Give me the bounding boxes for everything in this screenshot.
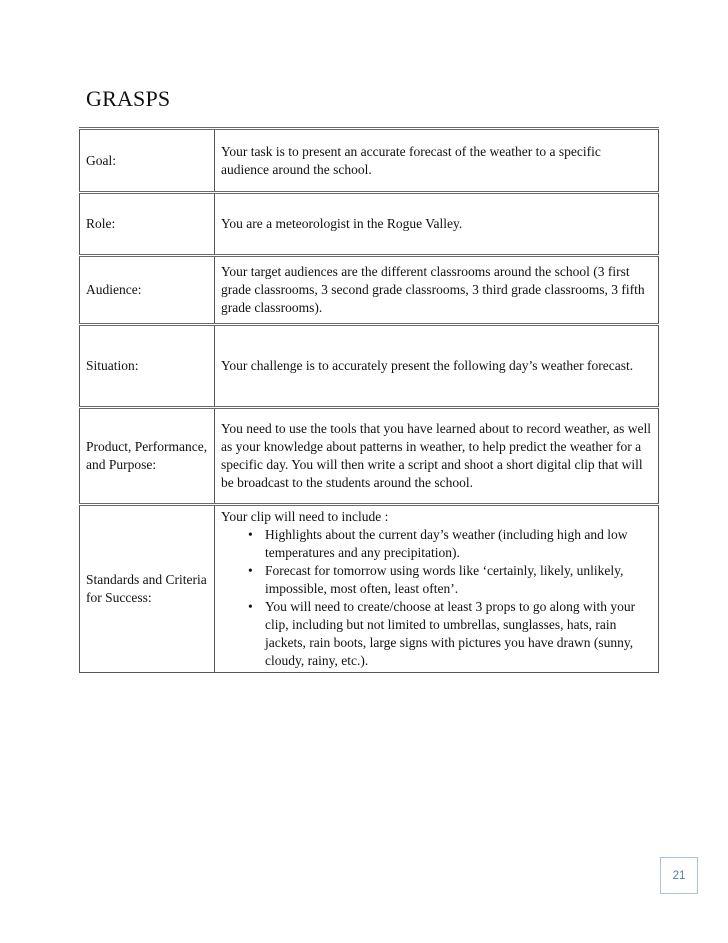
table-row-product [80, 408, 659, 505]
row-label: Role: [80, 193, 215, 256]
page-number: 21 [660, 857, 698, 894]
row-content: Your target audiences are the different classrooms around the school (3 first grade classrooms, 3 second grade classrooms, 3 third grade classrooms, 3 fifth grade classrooms). [215, 256, 659, 325]
row-label: Product, Performance, and Purpose: [80, 408, 215, 505]
table-row-role [80, 193, 659, 256]
list-item: • You will need to create/choose at least 3 props to go along with your clip, including but not limited to umbrellas, sunglasses, hats, rain jackets, rain boots, large signs with pictures you have drawn (sunny, cloudy, rainy, etc.). [265, 598, 652, 670]
row-content: Your challenge is to accurately present the following day’s weather forecast. [215, 325, 659, 408]
table-row-goal [80, 129, 659, 193]
table-row-audience [80, 256, 659, 325]
row-label: Situation: [80, 325, 215, 408]
list-item: • Forecast for tomorrow using words like ‘certainly, likely, unlikely, impossible, most often, least often’. [265, 562, 652, 598]
table-row-standards [80, 505, 659, 673]
table-row-situation [80, 325, 659, 408]
row-label: Audience: [80, 256, 215, 325]
row-content [215, 505, 659, 673]
criteria-list [221, 526, 652, 670]
list-item: • Highlights about the current day’s weather (including high and low temperatures and any precipitation). [265, 526, 652, 562]
grasps-table [79, 127, 659, 673]
page-title: GRASPS [86, 86, 171, 111]
row-content: Your task is to present an accurate forecast of the weather to a specific audience around the school. [215, 129, 659, 193]
row-content: You are a meteorologist in the Rogue Valley. [215, 193, 659, 256]
row-label: Goal: [80, 129, 215, 193]
standards-intro: Your clip will need to include : [221, 509, 389, 524]
row-content: You need to use the tools that you have learned about to record weather, as well as your knowledge about patterns in weather, to help predict the weather for a specific day. You will then write a script and shoot a short digital clip that will be broadcast to the students around the school. [215, 408, 659, 505]
row-label: Standards and Criteria for Success: [80, 505, 215, 673]
